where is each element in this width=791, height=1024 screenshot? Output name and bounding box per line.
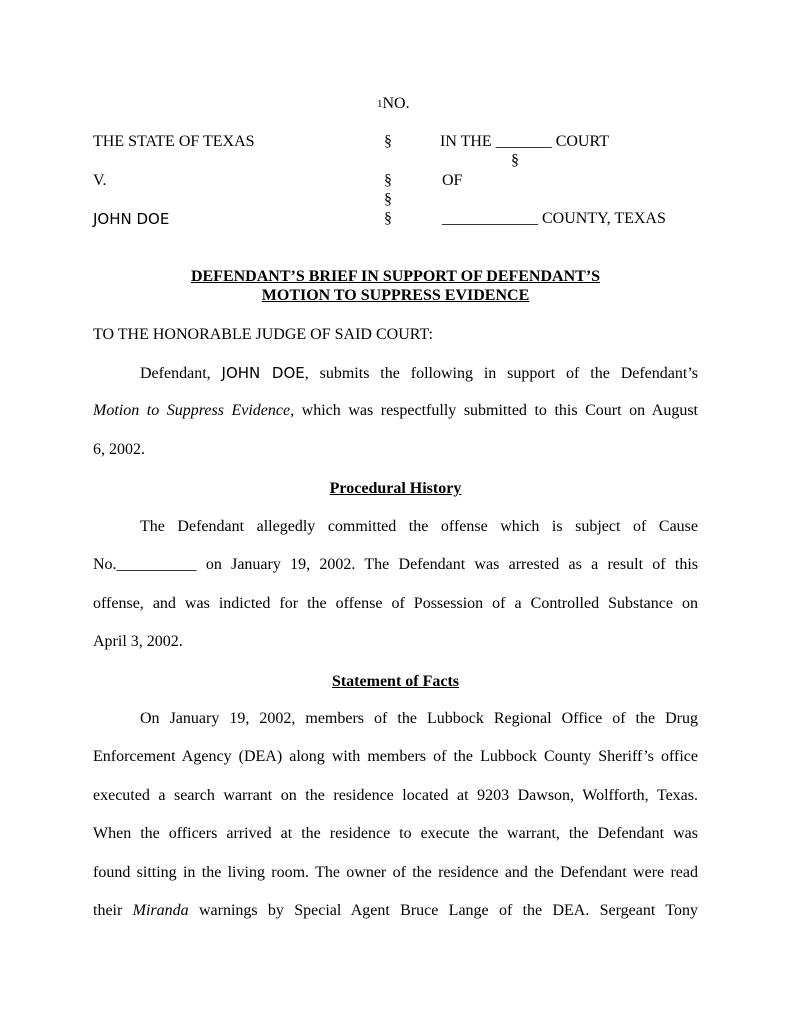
facts-line: executed a search warrant on the residence located at 9203 Dawson, Wolfforth, Texas. [93,786,698,804]
facts-line: Enforcement Agency (DEA) along with members of the Lubbock County Sheriff’s office [93,748,698,766]
facts-line: On January 19, 2002, members of the Lubbock Regional Office of the Drug [140,710,698,727]
salutation: TO THE HONORABLE JUDGE OF SAID COURT: [93,326,433,343]
section-symbol: § [384,133,392,150]
caption-county: ____________ COUNTY, TEXAS [442,210,666,227]
procedural-line: The Defendant allegedly committed the offense which is subject of Cause [140,518,698,535]
procedural-history-heading: Procedural History [329,480,462,497]
miranda-term: Miranda [132,901,189,919]
intro-line-3: 6, 2002. [93,440,145,458]
procedural-history-paragraph [93,508,698,662]
caption-versus: V. [93,172,107,189]
statement-of-facts-paragraph [93,700,698,930]
facts-line: When the officers arrived at the residence to execute the warrant, the Defendant was [93,825,698,843]
caption-of: OF [442,172,463,189]
section-symbol: § [384,172,392,189]
caption-defendant: JOHN DOE [93,210,170,228]
section-symbol: § [511,152,519,169]
footnote-marker: 1 [377,98,383,110]
procedural-line: April 3, 2002. [93,633,183,651]
statement-of-facts-heading: Statement of Facts [331,673,460,690]
caption-court: IN THE _______ COURT [440,133,609,150]
defendant-name: JOHN DOE [221,364,305,382]
procedural-line: offense, and was indicted for the offense of Possession of a Controlled Substance on [93,594,698,612]
caption-plaintiff: THE STATE OF TEXAS [93,133,255,150]
section-symbol: § [384,210,392,227]
intro-paragraph [93,354,698,469]
intro-line-2: Motion to Suppress Evidence, which was respectfully submitted to this Court on August [93,402,699,420]
section-symbol: § [384,191,392,208]
motion-title: Motion to Suppress Evidence [93,402,291,420]
procedural-line: No.__________ on January 19, 2002. The Defendant was arrested as a result of this [93,556,698,574]
brief-title-line-2: MOTION TO SUPPRESS EVIDENCE [261,287,530,304]
intro-line-1: Defendant, JOHN DOE, submits the following in support of the Defendant’s [140,364,698,382]
facts-line: found sitting in the living room. The owner of the residence and the Defendant were read [93,863,698,881]
brief-title-line-1: DEFENDANT’S BRIEF IN SUPPORT OF DEFENDANT’S [190,268,601,285]
case-number-line [377,94,410,114]
case-number-label: NO. [382,95,410,112]
facts-line: their Miranda warnings by Special Agent Bruce Lange of the DEA. Sergeant Tony [93,901,698,919]
